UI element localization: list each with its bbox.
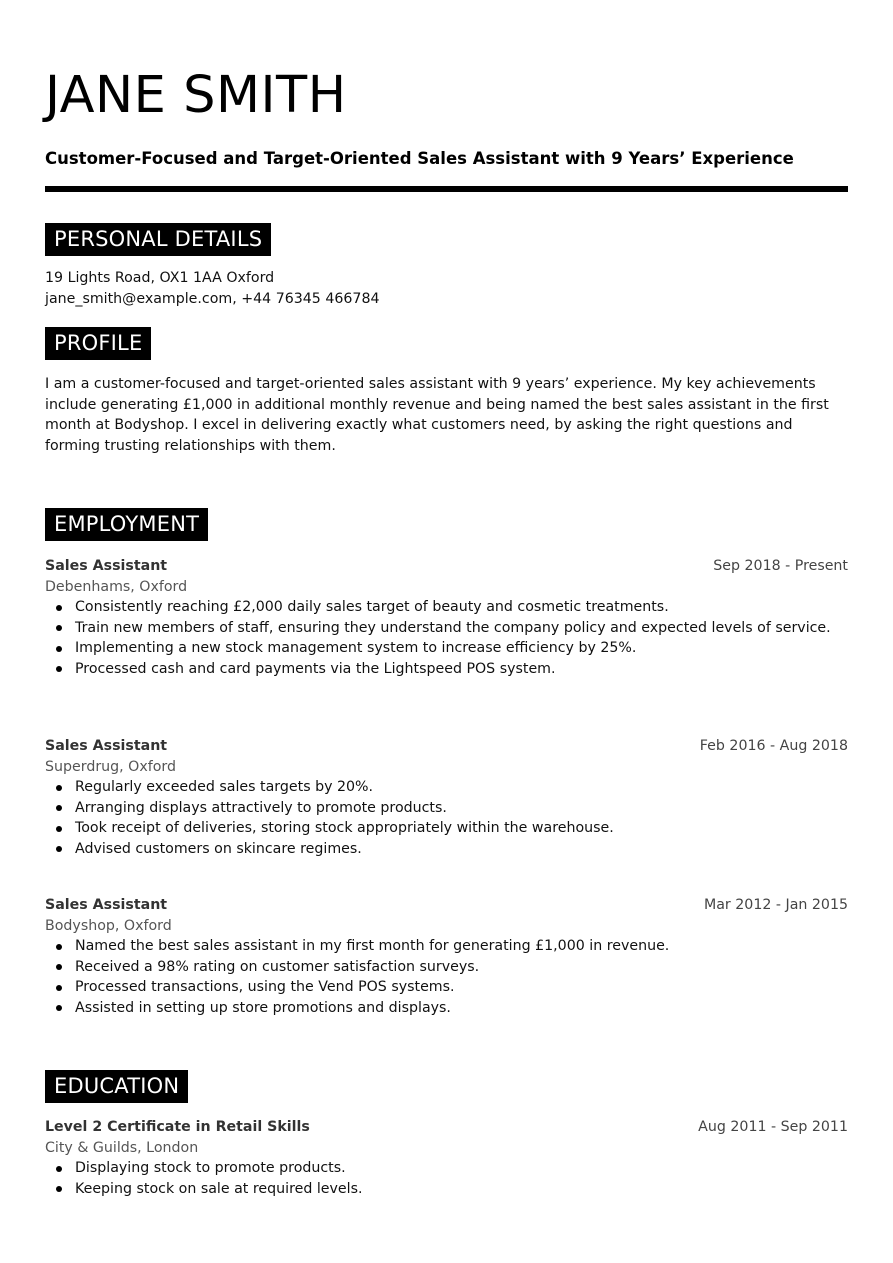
bullet-text: Advised customers on skincare regimes.: [75, 840, 362, 857]
bullet-item: [45, 1179, 848, 1200]
section-heading-personal-details: PERSONAL DETAILS: [45, 223, 271, 256]
bullet-item: [45, 777, 848, 798]
bullet-text: Train new members of staff, ensuring they understand the company policy and expected levels of service.: [75, 619, 831, 636]
bullet-item: [45, 597, 848, 618]
bullet-item: [45, 818, 848, 839]
bullet-dot-icon: [56, 1005, 62, 1011]
bullet-text: Named the best sales assistant in my first month for generating £1,000 in revenue.: [75, 938, 670, 955]
bullet-item: [45, 1158, 848, 1179]
bullet-item: [45, 839, 848, 860]
bullet-dot-icon: [56, 625, 62, 631]
bullet-text: Received a 98% rating on customer satisfaction surveys.: [75, 958, 480, 975]
bullet-dot-icon: [56, 646, 62, 652]
job-dates: Feb 2016 - Aug 2018: [699, 738, 848, 754]
bullet-dot-icon: [56, 605, 62, 611]
personal-address: 19 Lights Road, OX1 1AA Oxford: [45, 270, 275, 286]
candidate-headline: Customer-Focused and Target-Oriented Sales Assistant with 9 Years’ Experience: [45, 149, 794, 168]
bullet-item: [45, 998, 848, 1019]
job-bullets: [45, 777, 848, 859]
bullet-text: Assisted in setting up store promotions and displays.: [75, 999, 451, 1016]
qualification-title: Level 2 Certificate in Retail Skills: [45, 1119, 310, 1135]
personal-contact: jane_smith@example.com, +44 76345 466784: [45, 291, 380, 307]
bullet-text: Processed cash and card payments via the Lightspeed POS system.: [75, 660, 556, 677]
section-heading-employment: EMPLOYMENT: [45, 508, 208, 541]
section-heading-education: EDUCATION: [45, 1070, 188, 1103]
bullet-text: Keeping stock on sale at required levels.: [75, 1180, 363, 1197]
section-heading-profile: PROFILE: [45, 327, 151, 360]
bullet-text: Arranging displays attractively to promote products.: [75, 799, 447, 816]
bullet-item: [45, 638, 848, 659]
bullet-dot-icon: [56, 944, 62, 950]
bullet-dot-icon: [56, 826, 62, 832]
bullet-dot-icon: [56, 785, 62, 791]
header-divider: [45, 186, 848, 192]
bullet-text: Took receipt of deliveries, storing stock appropriately within the warehouse.: [75, 820, 614, 837]
bullet-item: [45, 957, 848, 978]
job-dates: Mar 2012 - Jan 2015: [703, 897, 848, 913]
bullet-dot-icon: [56, 805, 62, 811]
job-employer: Superdrug, Oxford: [45, 758, 176, 775]
bullet-item: [45, 659, 848, 680]
bullet-text: Consistently reaching £2,000 daily sales target of beauty and cosmetic treatments.: [75, 599, 669, 616]
qualification-dates: Aug 2011 - Sep 2011: [698, 1119, 848, 1135]
qualification-institution: City & Guilds, London: [45, 1139, 199, 1156]
bullet-dot-icon: [56, 846, 62, 852]
bullet-text: Displaying stock to promote products.: [75, 1160, 346, 1177]
bullet-item: [45, 798, 848, 819]
bullet-text: Regularly exceeded sales targets by 20%.: [75, 779, 374, 796]
job-bullets: [45, 936, 848, 1018]
bullet-dot-icon: [56, 1186, 62, 1192]
bullet-dot-icon: [56, 964, 62, 970]
job-title: Sales Assistant: [45, 897, 168, 913]
bullet-item: [45, 936, 848, 957]
bullet-text: Implementing a new stock management system to increase efficiency by 25%.: [75, 640, 637, 657]
job-employer: Debenhams, Oxford: [45, 578, 188, 595]
bullet-item: [45, 618, 848, 639]
bullet-item: [45, 977, 848, 998]
bullet-text: Processed transactions, using the Vend POS systems.: [75, 979, 455, 996]
job-bullets: [45, 597, 848, 679]
job-dates: Sep 2018 - Present: [713, 558, 848, 574]
qualification-bullets: [45, 1158, 848, 1199]
job-title: Sales Assistant: [45, 558, 168, 574]
bullet-dot-icon: [56, 666, 62, 672]
bullet-dot-icon: [56, 985, 62, 991]
bullet-dot-icon: [56, 1166, 62, 1172]
candidate-name: JANE SMITH: [45, 66, 347, 125]
profile-summary: I am a customer-focused and target-oriented sales assistant with 9 years’ experience. My key achievements include generating £1,000 in additional monthly revenue and being named the best sales assistant in the first month at Bodyshop. I excel in delivering exactly what customers need, by asking the right questions and forming trusting relationships with them.: [45, 376, 829, 454]
job-employer: Bodyshop, Oxford: [45, 917, 172, 934]
job-title: Sales Assistant: [45, 738, 168, 754]
